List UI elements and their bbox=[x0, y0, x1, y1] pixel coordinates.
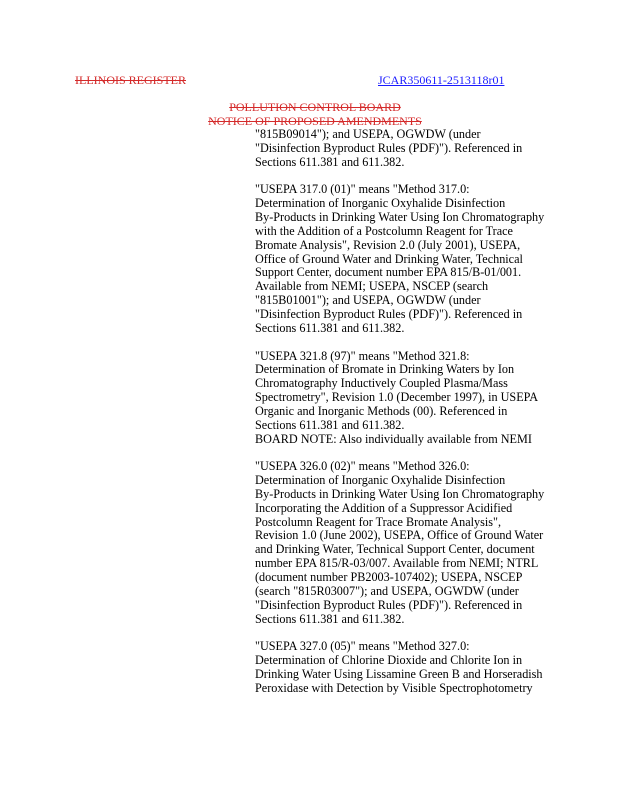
text-line: number EPA 815/R-03/007. Available from NEMI; NTRL bbox=[255, 556, 539, 571]
text-line: "USEPA 327.0 (05)" means "Method 327.0: bbox=[255, 639, 470, 654]
text-line: Determination of Inorganic Oxyhalide Disinfection bbox=[255, 473, 506, 488]
text-line: (document number PB2003-107402); USEPA, NSCEP bbox=[255, 570, 523, 584]
text-line: Sections 611.381 and 611.382. bbox=[255, 611, 405, 626]
text-line: "USEPA 321.8 (97)" means "Method 321.8: bbox=[255, 348, 470, 363]
notice-title: NOTICE OF PROPOSED AMENDMENTS bbox=[208, 114, 422, 128]
text-line: By-Products in Drinking Water Using Ion Chromatography bbox=[255, 210, 545, 225]
text-line: Determination of Inorganic Oxyhalide Disinfection bbox=[255, 196, 506, 211]
text-line: "USEPA 326.0 (02)" means "Method 326.0: bbox=[255, 459, 470, 474]
text-line: and Drinking Water, Technical Support Center, document bbox=[255, 542, 535, 557]
document-body bbox=[255, 128, 580, 709]
text-line: Postcolumn Reagent for Trace Bromate Analysis", bbox=[255, 514, 501, 529]
text-line: Sections 611.381 and 611.382. bbox=[255, 320, 405, 335]
text-line: "Disinfection Byproduct Rules (PDF)"). Referenced in bbox=[255, 306, 523, 321]
paragraph-usepa-317 bbox=[255, 183, 580, 335]
text-line: Determination of Chlorine Dioxide and Chlorite Ion in bbox=[255, 653, 523, 668]
text-line: Support Center, document number EPA 815/B-01/001. bbox=[255, 265, 522, 280]
text-line: "USEPA 317.0 (01)" means "Method 317.0: bbox=[255, 182, 470, 197]
text-line: Sections 611.381 and 611.382. bbox=[255, 154, 405, 169]
text-line: Spectrometry", Revision 1.0 (December 1997), in USEPA bbox=[255, 390, 539, 405]
paragraph-continuation bbox=[255, 128, 580, 170]
document-code-link[interactable]: JCAR350611-2513118r01 bbox=[378, 73, 505, 87]
text-line: (search "815R03007"); and USEPA, OGWDW (under bbox=[255, 583, 519, 598]
text-line: Incorporating the Addition of a Suppressor Acidified bbox=[255, 500, 513, 515]
text-line: Office of Ground Water and Drinking Water, Technical bbox=[255, 251, 523, 266]
paragraph-usepa-327 bbox=[255, 640, 580, 695]
text-line: Bromate Analysis", Revision 2.0 (July 2001), USEPA, bbox=[255, 237, 521, 252]
text-line: Available from NEMI; USEPA, NSCEP (search bbox=[255, 279, 489, 294]
board-note: BOARD NOTE: Also individually available from NEMI bbox=[255, 431, 532, 446]
text-line: Chromatography Inductively Coupled Plasma/Mass bbox=[255, 376, 508, 391]
text-line: Determination of Bromate in Drinking Waters by Ion bbox=[255, 362, 515, 377]
text-line: "815B01001"); and USEPA, OGWDW (under bbox=[255, 293, 481, 308]
board-title: POLLUTION CONTROL BOARD bbox=[229, 100, 401, 114]
text-line: Organic and Inorganic Methods (00). Referenced in bbox=[255, 403, 508, 418]
text-line: By-Products in Drinking Water Using Ion Chromatography bbox=[255, 486, 545, 501]
paragraph-usepa-326 bbox=[255, 460, 580, 626]
text-line: "815B09014"); and USEPA, OGWDW (under bbox=[255, 127, 481, 141]
text-line: "Disinfection Byproduct Rules (PDF)"). Referenced in bbox=[255, 597, 523, 612]
text-line: Sections 611.381 and 611.382. bbox=[255, 417, 405, 432]
text-line: with the Addition of a Postcolumn Reagent for Trace bbox=[255, 223, 513, 238]
register-name: ILLINOIS REGISTER bbox=[75, 73, 186, 87]
text-line: Peroxidase with Detection by Visible Spectrophotometry bbox=[255, 680, 533, 695]
text-line: Drinking Water Using Lissamine Green B and Horseradish bbox=[255, 666, 543, 681]
text-line: "Disinfection Byproduct Rules (PDF)"). Referenced in bbox=[255, 140, 523, 155]
text-line: Revision 1.0 (June 2002), USEPA, Office of Ground Water bbox=[255, 528, 544, 543]
paragraph-usepa-321 bbox=[255, 350, 580, 447]
